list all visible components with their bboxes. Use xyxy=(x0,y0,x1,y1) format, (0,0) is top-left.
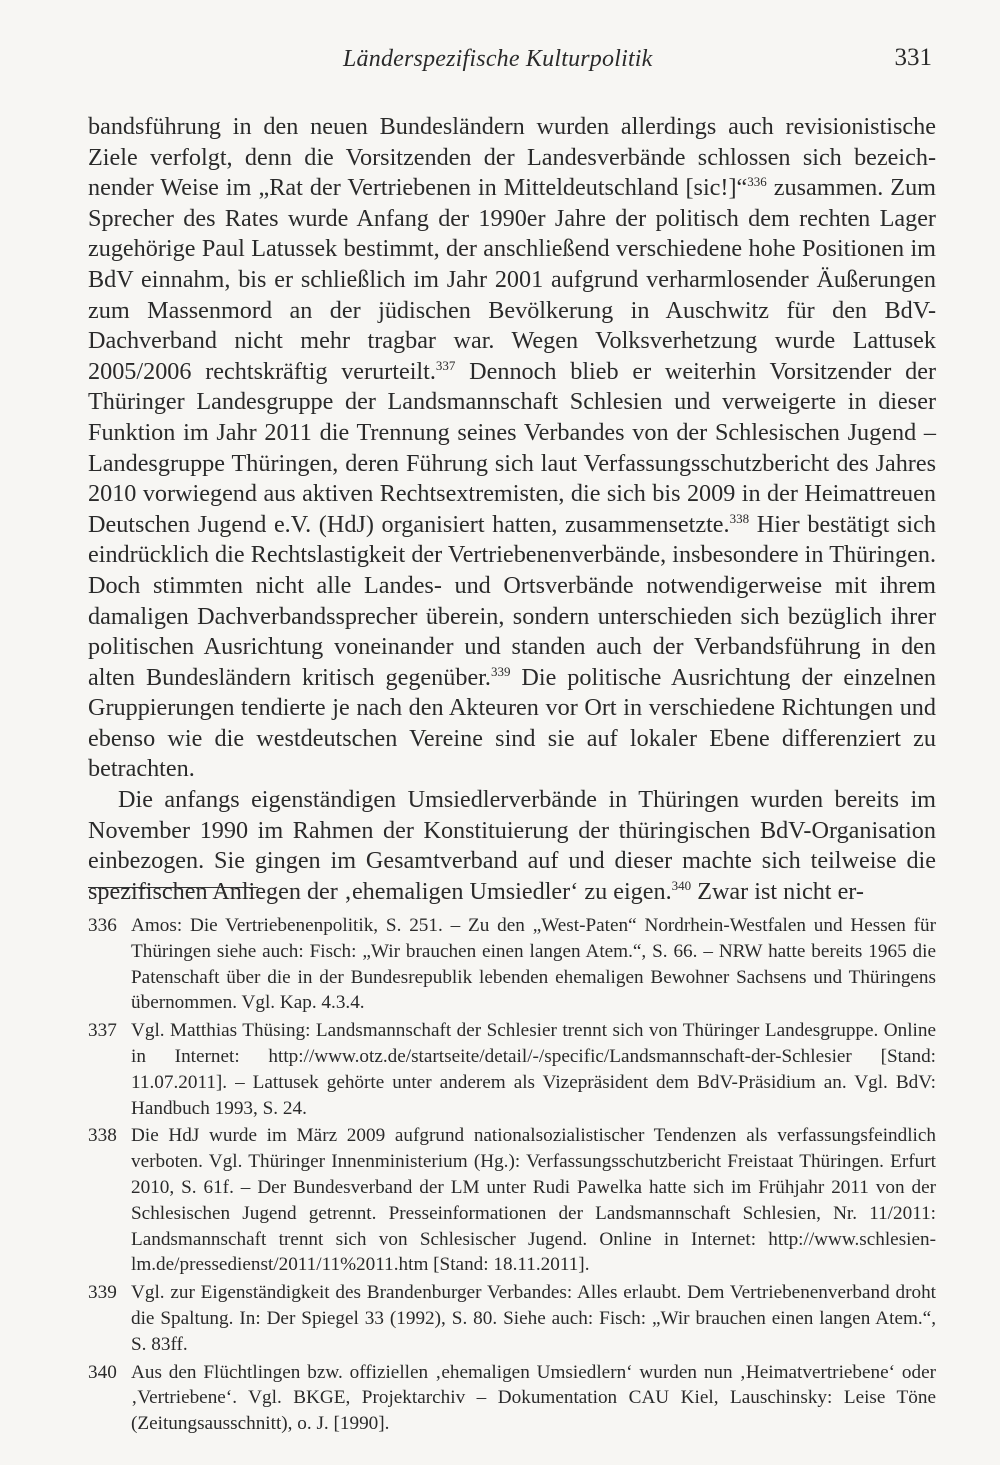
paragraph-text: bandsführung in den neuen Bundesländern wurden allerdings auch revisionistische Ziele verfolgt, denn die Vorsitzenden der Landesverbände schlossen sich bezeichnender Weise im „Rat der Vertriebenen in Mitteldeutschland [sic!]“ xyxy=(88,113,936,202)
paragraph xyxy=(88,112,936,785)
paragraph-text: Dennoch blieb er weiterhin Vorsitzender der Thüringer Landesgruppe der Landsmannschaft Schlesien und verweigerte in dieser Funktion im Jahr 2011 die Trennung seines Verbandes von der Schlesischen Jugend – Landesgruppe Thüringen, deren Führung sich laut Verfassungsschutzbericht des Jahres 2010 vorwiegend aus aktiven Rechtsextremisten, die sich bis 2009 in der Heimattreuen Deutschen Jugend e.V. (HdJ) organisiert hatten, zusammensetzte. xyxy=(88,357,936,538)
footnote-ref: 339 xyxy=(490,663,511,679)
footnote-number: 337 xyxy=(88,1020,117,1042)
footnote-number: 336 xyxy=(88,915,117,936)
footnote xyxy=(88,1280,936,1357)
footnote xyxy=(88,1360,936,1437)
paragraph xyxy=(88,785,936,907)
footnote-ref: 337 xyxy=(435,357,456,373)
footnote-text: Vgl. zur Eigenständigkeit des Brandenburger Verbandes: Alles erlaubt. Dem Vertriebenenverband droht die Spaltung. In: Der Spiegel 33 (1992), S. 80. Siehe auch: Fisch: „Wir brauchen einen langen Atem.“, S. 83ff. xyxy=(131,1282,936,1355)
footnote-ref: 336 xyxy=(747,174,767,190)
footnote xyxy=(88,913,936,1016)
running-head xyxy=(88,44,936,78)
footnote-number: 340 xyxy=(88,1361,117,1383)
footnote-text: Aus den Flüchtlingen bzw. offiziellen ‚ehemaligen Umsiedlern‘ wurden nun ‚Heimatvertriebene‘ oder ‚Vertriebene‘. Vgl. BKGE, Projektarchiv – Dokumentation CAU Kiel, Lauschinsky: Leise Töne (Zeitungsausschnitt), o. J. [1990]. xyxy=(131,1361,936,1435)
footnote-ref: 338 xyxy=(729,510,750,526)
footnote xyxy=(88,1018,936,1121)
paragraph-text: Die anfangs eigenständigen Umsiedlerverbände in Thüringen wurden bereits im November 1990 im Rahmen der Konstituierung der thüringischen BdV-Organisation einbezogen. Sie gingen im Gesamtverband auf und dieser machte sich teilweise die spezifischen Anliegen der ‚ehemaligen Umsiedler‘ zu eigen. xyxy=(88,786,936,905)
paragraph-text: Zwar ist nicht er- xyxy=(691,877,864,905)
paragraph-text: Hier bestätigt sich eindrücklich die Rechtslastigkeit der Vertriebenenverbände, insbesondere in Thüringen. Doch stimmten nicht alle Landes- und Ortsverbände notwendigerweise mit ihrem damaligen Dachverbandssprecher überein, sondern unterschieden sich bezüglich ihrer politischen Ausrichtung voneinander und standen auch der Verbandsführung in den alten Bundesländern kritisch gegenüber. xyxy=(88,510,936,691)
footnote-ref: 340 xyxy=(671,877,692,893)
footnote-text: Die HdJ wurde im März 2009 aufgrund nationalsozialistischer Tendenzen als verfassungsfeindlich verboten. Vgl. Thüringer Innenministerium (Hg.): Verfassungsschutzbericht Freistaat Thüringen. Erfurt 2010, S. 61f. – Der Bundesverband der LM unter Rudi Pawelka hatte sich im Frühjahr 2011 von der Schlesischen Jugend getrennt. Presseinformationen der Landsmannschaft Schlesien, Nr. 11/2011: Landsmannschaft trennt sich von Schlesischer Jugend. Online in Internet: http://www.schlesien-lm.de/pressedienst/2011/11%2011.htm [Stand: 18.11.2011]. xyxy=(131,1125,936,1276)
footnote xyxy=(88,1123,936,1278)
footnote-separator xyxy=(88,887,258,888)
footnote-text: Vgl. Matthias Thüsing: Landsmannschaft der Schlesier trennt sich von Thüringer Landesgruppe. Online in Internet: http://www.otz.de/startseite/detail/-/specific/Landsmannschaft-der-Schlesier [Stand: 11.07.2011]. – Lattusek gehörte unter anderem als Vizepräsident dem BdV-Präsidium an. Vgl. BdV: Handbuch 1993, S. 24. xyxy=(131,1020,936,1119)
footnotes xyxy=(88,913,936,1439)
footnote-number: 339 xyxy=(88,1282,117,1304)
page-number: 331 xyxy=(894,44,932,71)
footnote-text: Amos: Die Vertriebenenpolitik, S. 251. – Zu den „West-Paten“ Nordrhein-Westfalen und Hessen für Thüringen siehe auch: Fisch: „Wir brauchen einen langen Atem.“, S. 66. – NRW hatte bereits 1965 die Patenschaft über die in der Bundesrepublik lebenden ehemaligen Bewohner Sachsens und Thüringens übernommen. Vgl. Kap. 4.3.4. xyxy=(131,915,936,1014)
footnote-number: 338 xyxy=(88,1125,117,1147)
paragraph-text: Die politische Ausrichtung der einzelnen Gruppierungen tendierte je nach den Akteuren vor Ort in verschiedene Richtungen und ebenso wie die westdeutschen Vereine sind sie auf lokaler Ebene differenziert zu betrachten. xyxy=(88,663,936,783)
paragraph-text: zusammen. Zum Sprecher des Rates wurde Anfang der 1990er Jahre der politisch dem rechten Lager zugehörige Paul Latussek bestimmt, der anschließend verschiedene hohe Positionen im BdV einnahm, bis er schließlich im Jahr 2001 aufgrund verharmlosender Äußerungen zum Massenmord an der jüdischen Bevölkerung in Auschwitz für den BdV-Dachverband nicht mehr tragbar war. Wegen Volksverhetzung wurde Lattusek 2005/2006 rechtskräftig verurteilt. xyxy=(88,174,936,385)
running-title: Länderspezifische Kulturpolitik xyxy=(343,46,653,72)
body-text xyxy=(88,112,936,907)
